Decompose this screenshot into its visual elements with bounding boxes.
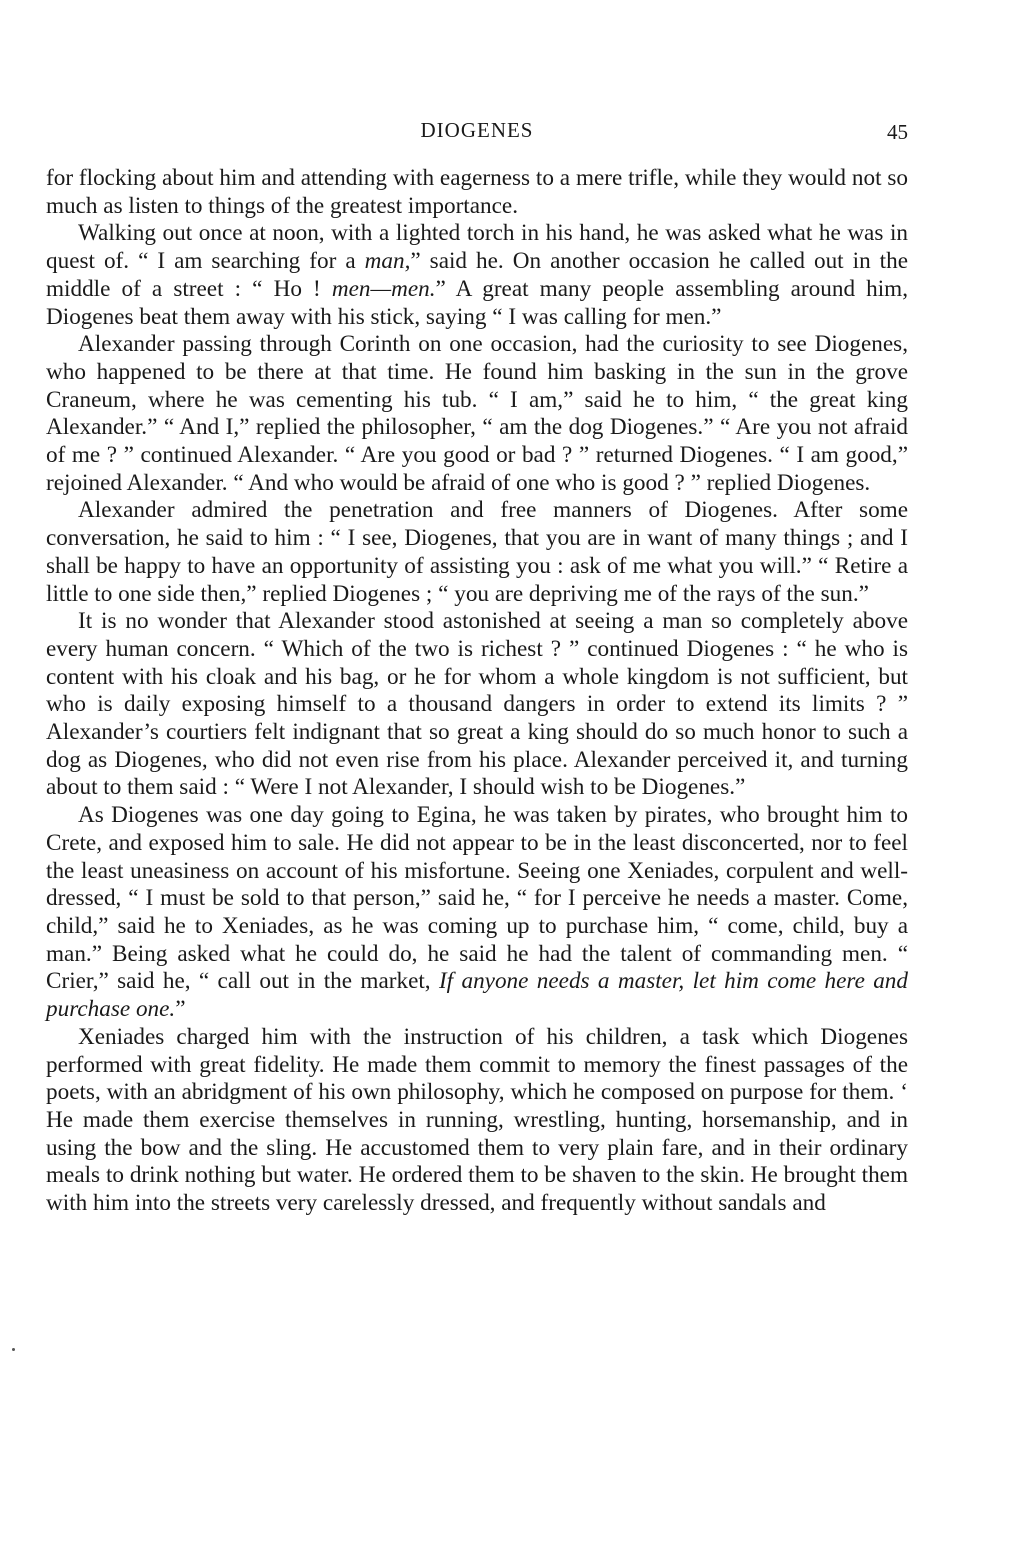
- paragraph: [46, 220, 908, 331]
- text-run: for flocking about him and attending with eagerness to a mere trifle, while they would not so much as listen to things of the greatest importance.: [46, 165, 908, 219]
- text-run: Alexander admired the penetration and free manners of Diogenes. After some conversation, he said to him : “ I see, Diogenes, that you are in want of many things ; and I shall be happy to have an opportunity of assisting you : ask of me what you will.” “ Retire a little to one side then,” replied Diogenes ; “ you are depriving me of the rays of the sun.”: [46, 497, 908, 607]
- text-run: ”: [175, 996, 186, 1023]
- paragraph: [46, 165, 908, 220]
- text-run: Xeniades charged him with the instruction of his children, a task which Diogenes performed with great fidelity. He made them commit to memory the finest passages of the poets, with an abridgment of his own philosophy, which he composed on purpose for them. ‘ He made them exercise themselves in running, wrestling, hunting, horsemanship, and in using the bow and the sling. He accustomed them to very plain fare, and in their ordinary meals to drink nothing but water. He ordered them to be shaven to the skin. He brought them with him into the streets very carelessly dressed, and frequently without sandals and: [46, 1023, 908, 1217]
- paragraph: [46, 497, 908, 608]
- italic-text: If anyone needs a master, let him come here and purchase one.: [46, 968, 908, 1023]
- italic-text: man,: [364, 248, 411, 275]
- body-text: [46, 165, 908, 1218]
- running-title: DIOGENES: [420, 118, 534, 142]
- text-run: ” A great many people assembling around him, Diogenes beat them away with his stick, saying “ I was calling for men.”: [46, 275, 909, 330]
- text-run: Walking out once at noon, with a lighted torch in his hand, he was asked what he was in quest of. “ I am searching for a: [46, 220, 908, 275]
- running-head: [46, 118, 908, 152]
- page-number: 45: [887, 120, 908, 144]
- text-run: It is no wonder that Alexander stood astonished at seeing a man so completely above every human concern. “ Which of the two is richest ? ” continued Diogenes : “ he who is content with his cloak and his bag, or he for whom a whole kingdom is not sufficient, but who is daily exposing himself to a thousand dangers in order to extend its limits ? ” Alexander’s courtiers felt indignant that so great a king should do so much honor to such a dog as Diogenes, who did not even rise from his place. Alexander perceived it, and turning about to them said : “ Were I not Alexander, I should wish to be Diogenes.”: [46, 608, 908, 801]
- text-run: As Diogenes was one day going to Egina, he was taken by pirates, who brought him to Crete, and exposed him to sale. He did not appear to be in the least disconcerted, nor to feel the least uneasiness on account of his misfortune. Seeing one Xeniades, corpulent and well-dressed, “ I must be sold to that person,” said he, “ for I perceive he needs a master. Come, child,” said he to Xeniades, as he was coming up to purchase him, “ come, child, buy a man.” Being asked what he could do, he said he had the talent of commanding men. “ Crier,” said he, “ call out in the market,: [46, 802, 908, 995]
- paragraph: [46, 608, 908, 802]
- paragraph: [46, 802, 908, 1024]
- italic-text: men—men.: [331, 275, 436, 302]
- margin-speck: [12, 1348, 15, 1351]
- paragraph: [46, 1024, 908, 1218]
- text-run: Alexander passing through Corinth on one occasion, had the curiosity to see Diogenes, who happened to be there at that time. He found him basking in the sun in the grove Craneum, where he was cementing his tub. “ I am,” said he to him, “ the great king Alexander.” “ And I,” replied the philosopher, “ am the dog Diogenes.” “ Are you not afraid of me ? ” continued Alexander. “ Are you good or bad ? ” returned Diogenes. “ I am good,” rejoined Alexander. “ And who would be afraid of one who is good ? ” replied Diogenes.: [46, 331, 908, 496]
- text-run: ” said he. On another occasion he called out in the middle of a street : “ Ho !: [46, 248, 908, 302]
- paragraph: [46, 331, 908, 497]
